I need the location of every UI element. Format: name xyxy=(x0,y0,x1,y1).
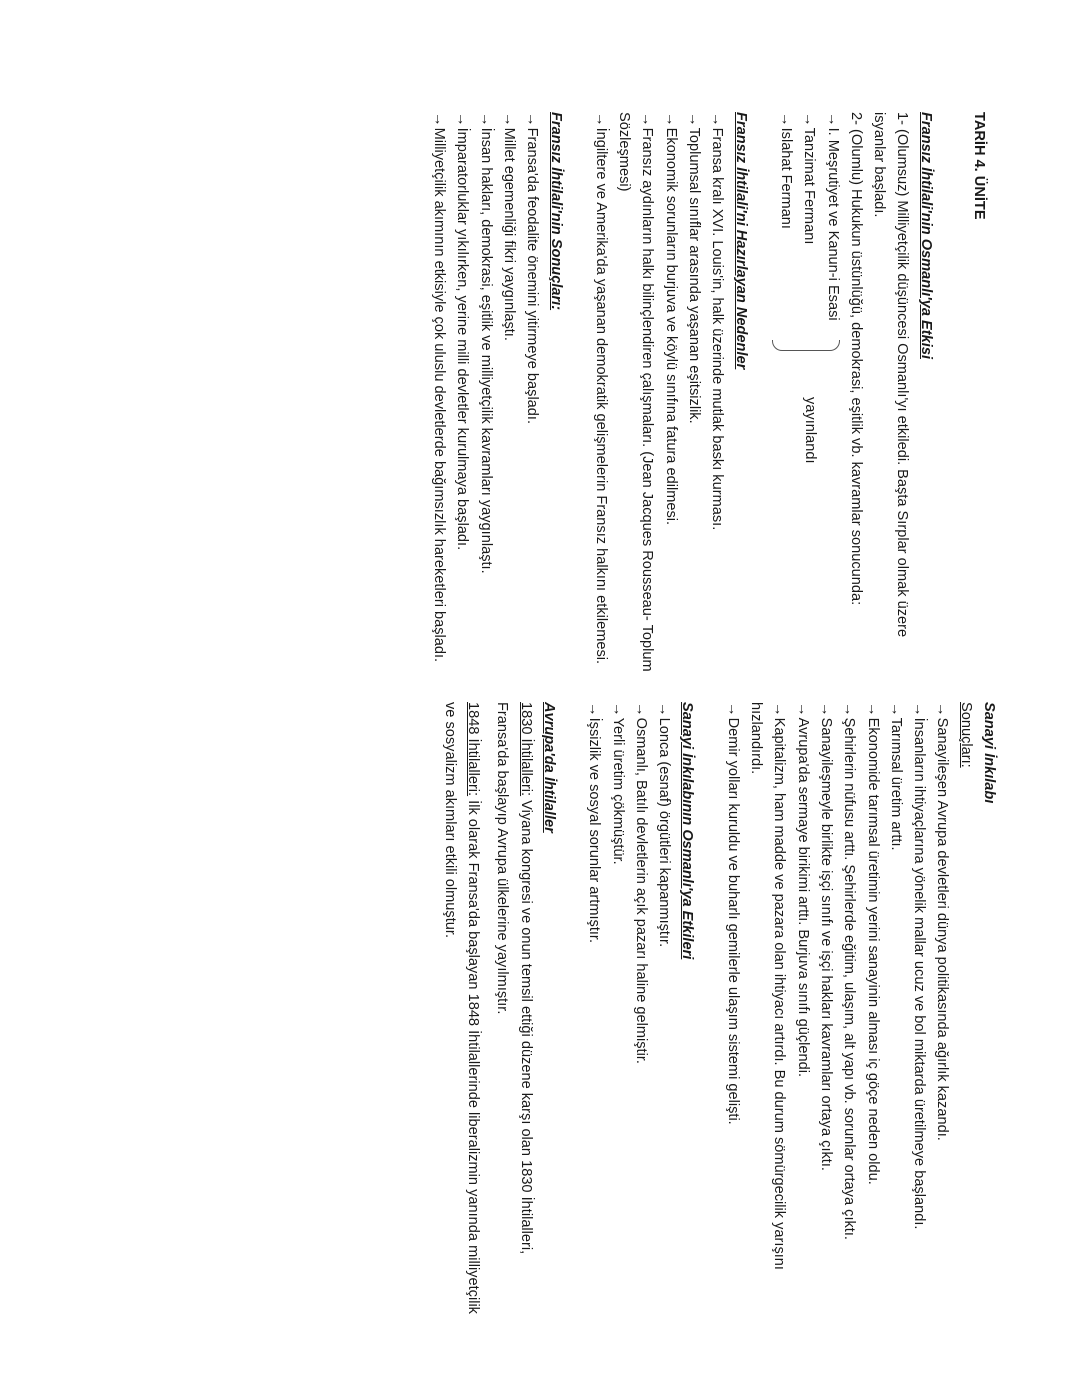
arrow-icon: → xyxy=(632,702,649,717)
arrow-icon: → xyxy=(887,702,904,717)
list-item: →Ekonomik sorunların burjuva ve köylü sınıfına fatura edilmesi. xyxy=(662,112,679,526)
list-item: →I. Meşrutiyet ve Kanun-i Esasi xyxy=(824,112,841,321)
paragraph-1848: 1848 İhtilalleri: İlk olarak Fransa'da başlayan 1848 İhtilallerinde liberalizmin yanında milliyetçilik ve sosyalizm akımları etkili olmuştur. xyxy=(441,702,482,1314)
arrow-icon: → xyxy=(841,702,858,717)
arrow-icon: → xyxy=(817,702,834,717)
list-item: →Millet egemenliği fikri yaygınlaştı. xyxy=(500,112,517,341)
list-item: →Osmanlı, Batılı devletlerin açık pazarı haline gelmiştir. xyxy=(632,702,649,1064)
paragraph-positive-effect: 2- (Olumlu) Hukukun üstünlüğü, demokrasi, eşitlik vb. kavramlar sonucunda: xyxy=(847,112,864,606)
curly-brace-icon xyxy=(772,340,840,351)
paragraph-1830: 1830 İhtilalleri: Viyana kongresi ve onun temsil ettiği düzene karşı olan 1830 İhtilalleri, Fransa'da başlayıp Avrupa ülkelerine yayılmıştır. xyxy=(494,702,534,1255)
arrow-icon: → xyxy=(500,112,517,127)
list-item: →Fransız aydınların halkı bilinçlendiren çalışmaları. (Jean Jacques Rousseau- Toplum Sözleşmesi) xyxy=(616,112,656,672)
arrow-icon: → xyxy=(911,702,928,717)
list-item: →Demir yolları kuruldu ve buharlı gemilerle ulaşım sistemi gelişti. xyxy=(724,702,741,1125)
list-item: →Fransa kralı XVI. Louis'in, halk üzerinde mutlak baskı kurması. xyxy=(709,112,726,531)
section-heading-industrial-revolution: Sanayi İnkılabı xyxy=(981,702,997,804)
arrow-icon: → xyxy=(709,112,726,127)
arrow-icon: → xyxy=(592,112,609,127)
page-title: TARİH 4. ÜNİTE xyxy=(971,112,987,220)
arrow-icon: → xyxy=(864,702,881,717)
list-item: →İngiltere ve Amerika'da yaşanan demokratik gelişmelerin Fransız halkını etkilemesi. xyxy=(592,112,609,665)
paragraph-negative-effect: 1- (Olumsuz) Milliyetçilik düşüncesi Osmanlı'yı etkiledi. Başta Sırplar olmak üzere isyanlar başladı. xyxy=(871,112,911,638)
arrow-icon: → xyxy=(454,112,471,127)
bracket-group xyxy=(774,112,844,672)
list-item: →Lonca (esnaf) örgütleri kapanmıştır. xyxy=(656,702,673,948)
ottoman-effects-list xyxy=(582,702,675,1322)
section-heading-causes: Fransız İhtilali'ni Hazırlayan Nedenler xyxy=(732,112,749,370)
arrow-icon: → xyxy=(662,112,679,127)
section-heading-results: Fransız İhtilali'nin Sonuçları: xyxy=(547,112,564,311)
arrow-icon: → xyxy=(686,112,703,127)
arrow-icon: → xyxy=(524,112,541,127)
list-item: →Tanzimat Fermanı xyxy=(801,112,818,245)
list-item: →Toplumsal sınıflar arasında yaşanan eşitsizlik. xyxy=(686,112,703,424)
list-item: →Sanayileşmeyle birlikte işçi sınıfı ve işçi hakları kavramları ortaya çıktı. xyxy=(817,702,834,1171)
section-heading-revolution-effect: Fransız İhtilali'nin Osmanlı'ya Etkisi xyxy=(917,112,934,359)
brace-label: yayınlandı xyxy=(801,397,818,464)
arrow-icon: → xyxy=(777,112,794,127)
list-item: →Milliyetçilik akımının etkisiyle çok uluslu devletlerde bağımsızlık hareketleri başladı. xyxy=(431,112,448,663)
arrow-icon: → xyxy=(656,702,673,717)
left-column xyxy=(427,112,990,672)
list-item: →İnsan hakları, demokrasi, eşitlik ve milliyetçilik kavramları yaygınlaştı. xyxy=(477,112,494,574)
section-heading-industry-ottoman: Sanayi İnkılabının Osmanlı'ya Etkileri xyxy=(679,702,696,960)
list-item: →Fransa'da feodalite önemini yitirmeye başladı. xyxy=(524,112,541,425)
causes-list xyxy=(589,112,729,672)
list-item: →İmparatorluklar yıkılırken, yerine milli devletler kurulmaya başladı. xyxy=(454,112,471,551)
list-item: →Islahat Fermanı xyxy=(777,112,794,229)
arrow-icon: → xyxy=(801,112,818,127)
section-heading-europe-revolutions: Avrupa'da İhtilaller xyxy=(540,702,557,833)
list-item: →İşsizlik ve sosyal sorunlar artmıştır. xyxy=(586,702,603,944)
arrow-icon: → xyxy=(824,112,841,127)
industry-results-list xyxy=(720,702,953,1322)
list-item: →Sanayileşen Avrupa devletleri dünya politikasında ağırlık kazandı. xyxy=(934,702,951,1141)
arrow-icon: → xyxy=(724,702,741,717)
list-item: →Ekonomide tarımsal üretimin yerini sanayinin alması iç göçe neden oldu. xyxy=(864,702,881,1185)
arrow-icon: → xyxy=(609,702,626,717)
arrow-icon: → xyxy=(431,112,448,127)
list-item: →Avrupa'da sermaye birikimi arttı. Burjuva sınıfı güçlendi. xyxy=(794,702,811,1078)
list-item: →Kapitalizm, ham madde ve pazara olan ihtiyacı artırdı. Bu durum sömürgecilik yarışını hızlandırdı. xyxy=(748,702,788,1270)
list-item: →İnsanların ihtiyaçlarına yönelik mallar ucuz ve bol miktarda üretilmeye başlandı. xyxy=(911,702,928,1230)
arrow-icon: → xyxy=(639,112,656,127)
list-item: →Yerli üretim çökmüştür. xyxy=(609,702,626,865)
arrow-icon: → xyxy=(586,702,603,717)
results-list xyxy=(427,112,543,672)
right-column xyxy=(437,702,1000,1322)
list-item: →Şehirlerin nüfusu arttı. Şehirlerde eğitim, ulaşım, alt yapı vb. sorunlar ortaya çıktı. xyxy=(841,702,858,1240)
arrow-icon: → xyxy=(477,112,494,127)
arrow-icon: → xyxy=(771,702,788,717)
arrow-icon: → xyxy=(934,702,951,717)
list-item: →Tarımsal üretim arttı. xyxy=(887,702,904,851)
subheading-results: Sonuçları: xyxy=(957,702,974,768)
arrow-icon: → xyxy=(794,702,811,717)
